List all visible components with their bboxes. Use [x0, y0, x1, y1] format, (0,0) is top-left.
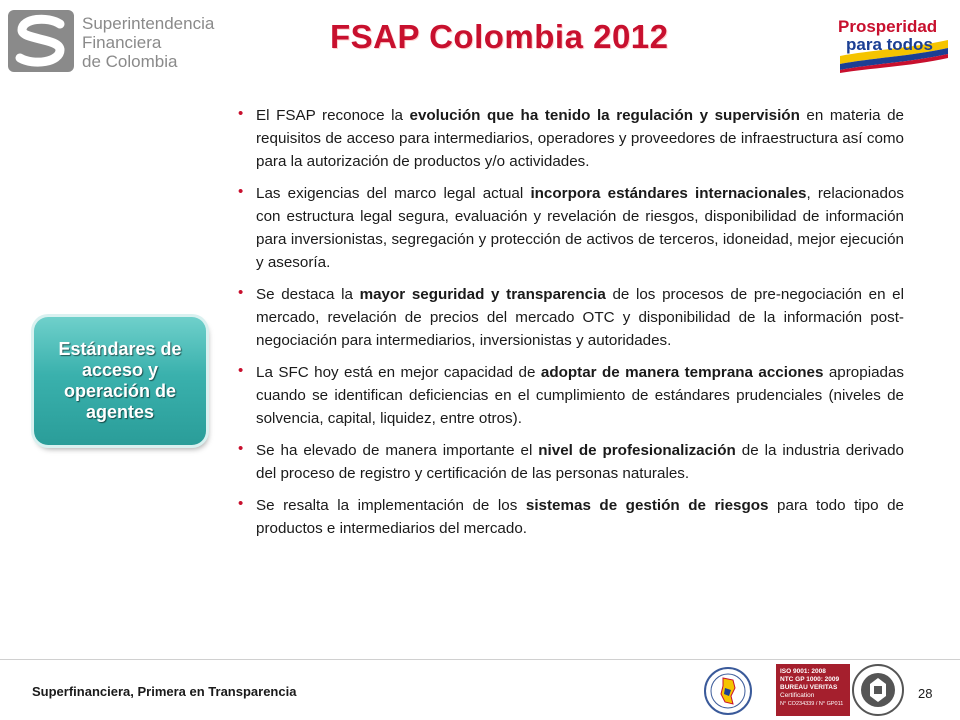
bullet-text: Se resalta la implementación de los	[256, 497, 526, 514]
bullet-text: Se ha elevado de manera importante el	[256, 442, 539, 459]
slide-header	[0, 0, 960, 80]
bullet-dot-icon: •	[238, 362, 244, 379]
bullet-emphasis: evolución que ha tenido la regulación y supervisión	[409, 107, 800, 124]
bullet-emphasis: adoptar de manera temprana acciones	[540, 364, 824, 381]
bullet-text: para todo tipo de productos e intermediarios del mercado.	[256, 497, 904, 537]
iso-line2: NTC GP 1000: 2009	[780, 676, 840, 683]
bullet-item	[236, 283, 904, 352]
topic-badge-text: Estándares de acceso y operación de agentes	[58, 339, 182, 422]
bullet-text: La SFC hoy está en mejor capacidad de	[256, 364, 541, 381]
bullet-item	[236, 182, 904, 274]
prosperidad-para-todos-logo	[832, 10, 952, 74]
bullet-dot-icon: •	[238, 440, 244, 457]
colombia-certification-seal-icon	[695, 666, 761, 716]
org-name-line3: de Colombia	[82, 52, 178, 71]
bullet-item	[236, 361, 904, 430]
iso-line5: N° CO234339 / N° GP011	[780, 701, 844, 707]
footer-divider	[0, 659, 960, 660]
org-name	[82, 14, 242, 71]
bullet-dot-icon: •	[238, 495, 244, 512]
gov-logo-line2: para todos	[846, 35, 933, 54]
bullet-text: El FSAP reconoce la	[256, 107, 410, 124]
bullet-list	[236, 104, 904, 549]
bullet-dot-icon: •	[238, 284, 244, 301]
bullet-emphasis: mayor seguridad y transparencia	[359, 286, 606, 303]
bullet-item	[236, 439, 904, 485]
bullet-text: en materia de requisitos de acceso para intermediarios, operadores y proveedores de infraestructura así como para la autorización de productos y/o actividades.	[256, 107, 904, 170]
bullet-emphasis: incorpora estándares internacionales	[530, 185, 807, 202]
org-name-line1: Superintendencia	[82, 14, 215, 33]
superintendencia-logo	[8, 8, 215, 74]
bullet-item	[236, 494, 904, 540]
bullet-item	[236, 104, 904, 173]
bureau-veritas-seal-icon	[852, 664, 904, 716]
bullet-emphasis: nivel de profesionalización	[538, 442, 736, 459]
page-number: 28	[918, 686, 933, 701]
sfc-s-logo-icon	[8, 10, 74, 72]
bullet-text: apropiadas cuando se identifican deficiencias en el cumplimiento de estándares prudenciales (niveles de solvencia, capital, liquidez, entre otros).	[256, 364, 904, 427]
page-title: FSAP Colombia 2012	[330, 18, 669, 55]
iso-certification-badge	[776, 664, 850, 716]
iso-line1: ISO 9001: 2008	[780, 668, 826, 675]
gov-logo-line1: Prosperidad	[838, 17, 938, 36]
footer-slogan: Superfinanciera, Primera en Transparencia	[32, 684, 297, 699]
bullet-dot-icon: •	[238, 183, 244, 200]
bullet-dot-icon: •	[238, 105, 244, 122]
bullet-emphasis: sistemas de gestión de riesgos	[525, 497, 769, 514]
bullet-text: de los procesos de pre-negociación en el mercado, revelación de precios del mercado OTC y disponibilidad de la información post-negociación para intermediarios, inversionistas y autoridades.	[256, 286, 904, 349]
iso-line4: Certification	[780, 692, 815, 699]
iso-line3: BUREAU VERITAS	[780, 684, 838, 691]
topic-badge	[34, 317, 206, 445]
bullet-text: , relacionados con estructura legal segura, evaluación y revelación de riesgos, disponibilidad de información para inversionistas, segregación y protección de activos de terceros, idoneidad, mejor ejecución y asesoría.	[256, 185, 904, 271]
bullet-text: Se destaca la	[256, 286, 360, 303]
bullet-text: de la industria derivado del proceso de registro y certificación de las personas naturales.	[256, 442, 904, 482]
org-name-line2: Financiera	[82, 33, 162, 52]
bullet-text: Las exigencias del marco legal actual	[256, 185, 531, 202]
